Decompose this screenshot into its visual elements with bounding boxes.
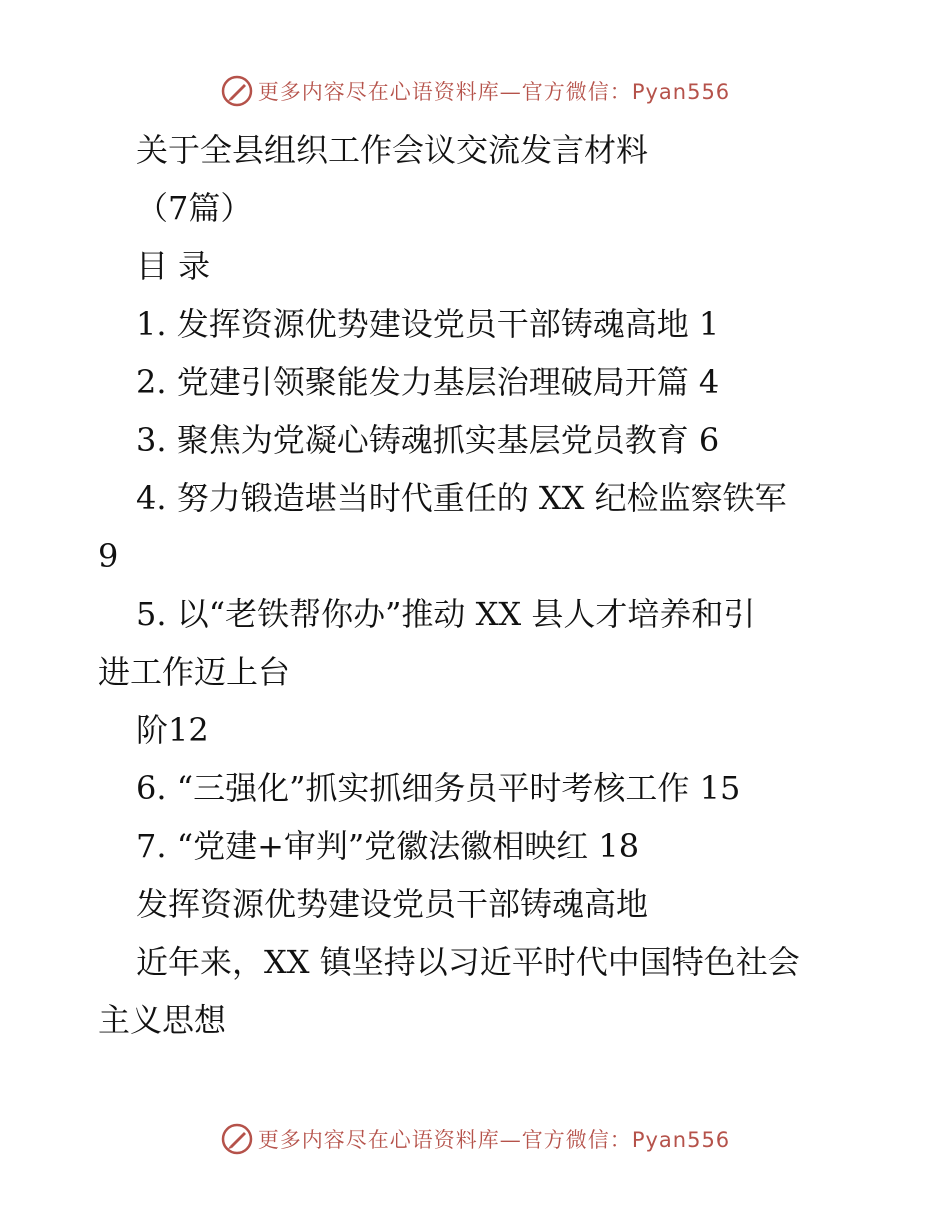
toc-item: 6. “三强化”抓实抓细务员平时考核工作 15 (136, 769, 741, 807)
toc-item: 1. 发挥资源优势建设党员干部铸魂高地 1 (136, 305, 720, 343)
toc-item: 4. 努力锻造堪当时代重任的 XX 纪检监察铁军 (136, 479, 787, 517)
document-title: 关于全县组织工作会议交流发言材料 (136, 131, 649, 169)
banner-text: 更多内容尽在心语资料库—官方微信：Pyan556 (257, 80, 731, 104)
wechat-id: Pyan556 (631, 80, 731, 104)
pen-logo-icon (220, 74, 254, 108)
section-title: 发挥资源优势建设党员干部铸魂高地 (136, 885, 649, 923)
toc-item-continuation: 9 (98, 537, 119, 575)
toc-item-continuation: 进工作迈上台 (98, 653, 291, 691)
toc-item: 5. 以“老铁帮你办”推动 XX 县人才培养和引 (136, 595, 756, 633)
article-count: （7篇） (136, 189, 253, 227)
banner-text: 更多内容尽在心语资料库—官方微信：Pyan556 (257, 1128, 731, 1152)
toc-item: 7. “党建+审判”党徽法徽相映红 18 (136, 827, 640, 865)
document-body (98, 121, 838, 1049)
footer-watermark-banner (0, 1119, 950, 1159)
toc-heading: 目 录 (136, 247, 211, 285)
header-watermark-banner (0, 71, 950, 111)
body-paragraph-line: 主义思想 (98, 1001, 227, 1039)
toc-item-continuation: 阶12 (136, 711, 209, 749)
toc-item: 2. 党建引领聚能发力基层治理破局开篇 4 (136, 363, 720, 401)
toc-item: 3. 聚焦为党凝心铸魂抓实基层党员教育 6 (136, 421, 720, 459)
body-paragraph-line: 近年来，XX 镇坚持以习近平时代中国特色社会 (136, 943, 800, 981)
pen-logo-icon (220, 1122, 254, 1156)
wechat-id: Pyan556 (631, 1128, 731, 1152)
